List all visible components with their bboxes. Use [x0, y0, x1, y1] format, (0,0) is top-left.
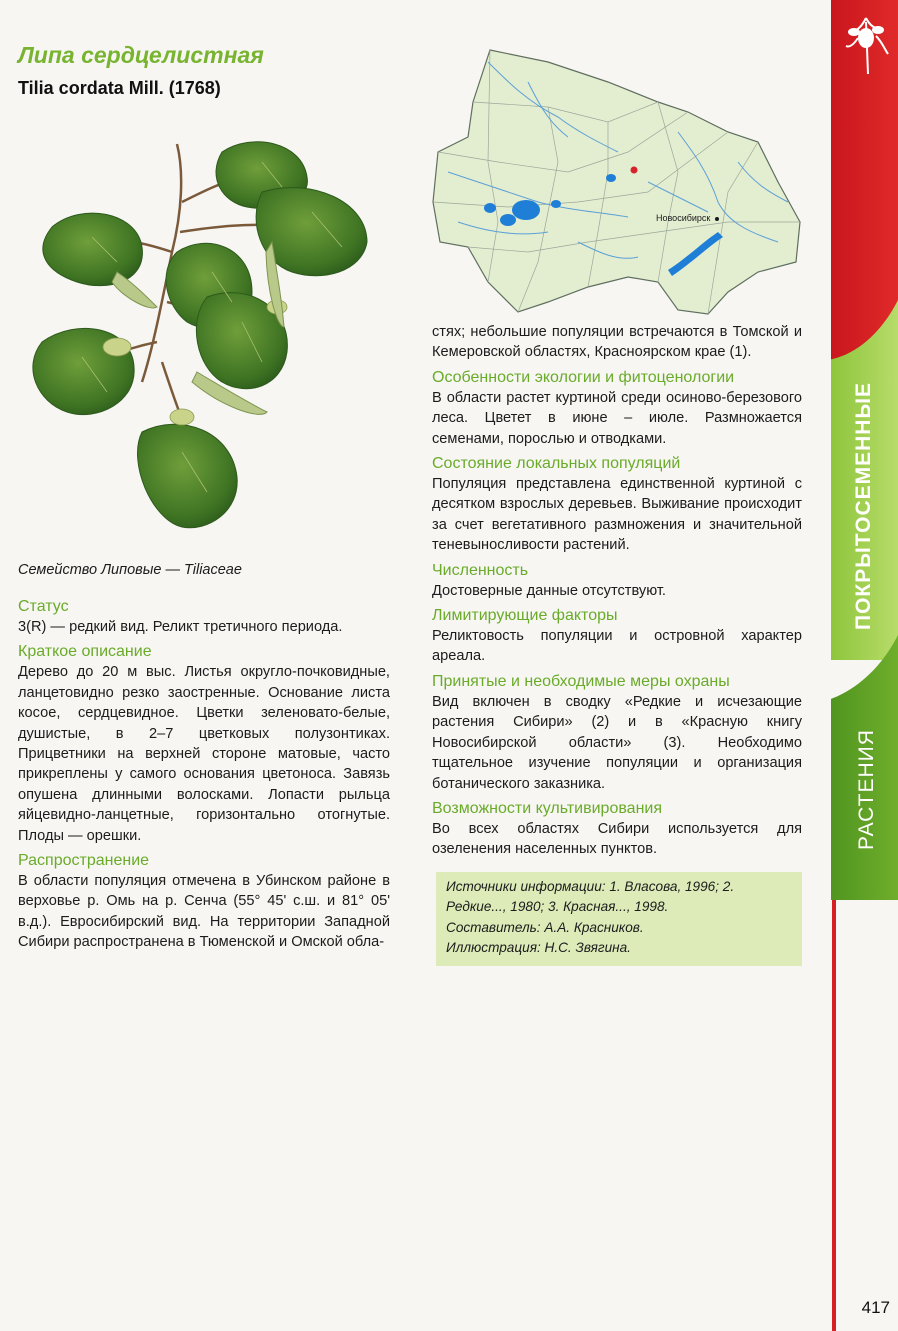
abundance-heading: Численность [432, 561, 529, 579]
city-marker [715, 217, 719, 221]
sources-box [436, 872, 802, 966]
latin-name: Tilia cordata Mill. (1768) [18, 78, 221, 98]
sidebar-category-label: ПОКРЫТОСЕМЕННЫЕ [852, 381, 875, 630]
populations-heading: Состояние локальных популяций [432, 455, 681, 473]
ecology-heading: Особенности экологии и фитоценологии [432, 368, 735, 386]
sources-line: Источники информации: 1. Власова, 1996; 2. Редкие..., 1980; 3. Красная..., 1998. [446, 878, 735, 915]
sidebar-band [828, 0, 898, 1331]
populations-text: Популяция представлена единственной куртиной с десятком взрослых деревьев. Выживание происходит за счет вегетативного размножения и значительной теневыносливости растений. [432, 476, 802, 554]
distribution-map [428, 42, 804, 318]
illustrator-line: Иллюстрация: Н.С. Звягина. [446, 940, 631, 956]
status-heading: Статус [18, 598, 69, 615]
abundance-text: Достоверные данные отсутствуют. [432, 582, 666, 599]
compiler-line: Составитель: А.А. Красников. [446, 919, 644, 935]
population-marker [631, 167, 638, 174]
city-label: Новосибирск [656, 213, 711, 223]
page-title: Липа сердцелистная [18, 42, 264, 68]
left-column [18, 597, 390, 953]
family-caption: Семейство Липовые — Tiliaceae [18, 562, 242, 578]
linden-illustration [22, 132, 392, 542]
description-heading: Краткое описание [18, 643, 152, 661]
status-text: 3(R) — редкий вид. Реликт третичного периода. [18, 619, 343, 635]
ecology-text: В области растет куртиной среди осиново-березового леса. Цветет в июне – июле. Размножается семенами, порослью и отводками. [432, 389, 802, 447]
limiting-text: Реликтовость популяции и островной характер ареала. [432, 628, 802, 665]
limiting-heading: Лимитирующие факторы [432, 607, 618, 625]
orchid-logo-icon [838, 8, 894, 78]
cultivation-heading: Возможности культивирования [432, 799, 662, 817]
page-number: 417 [861, 1298, 890, 1317]
protection-text: Вид включен в сводку «Редкие и исчезающие растения Сибири» (2) и в «Красную книгу Новосибирской области» (3). Необходимо тщательное изучение популяции и организация ботанического заказника. [432, 693, 802, 792]
sidebar-section-label: РАСТЕНИЯ [855, 729, 878, 850]
description-text: Дерево до 20 м выс. Листья округло-почковидные, ланцетовидно резко заостренные. Основание листа косое, сердцевидное. Цветки зеленовато-белые, душистые, в 2–7 цветковых полузонтиках. Прицветники на верхней стороне матовые, часто прикреплены у самого основания цветоноса. Завязь опушена длинными волосками. Лопасти рыльца яйцевидно-ланцетные, горизонтально отогнутые. Плоды — орешки. [18, 664, 390, 844]
distribution-text: В области популяция отмечена в Убинском районе в верховье р. Омь на р. Сенча (55° 45' с.ш. и 81° 05' в.д.). Евросибирский вид. На территории Западной Сибири распространена в Тюменской и Омской обла- [18, 873, 390, 951]
distribution-continued-text: стях; небольшие популяции встречаются в Томской и Кемеровской областях, Красноярском крае (1). [432, 324, 802, 361]
distribution-heading: Распространение [18, 852, 150, 870]
cultivation-text: Во всех областях Сибири используется для озеленения населенных пунктов. [432, 820, 802, 858]
protection-heading: Принятые и необходимые меры охраны [432, 672, 730, 690]
right-column [432, 322, 802, 966]
